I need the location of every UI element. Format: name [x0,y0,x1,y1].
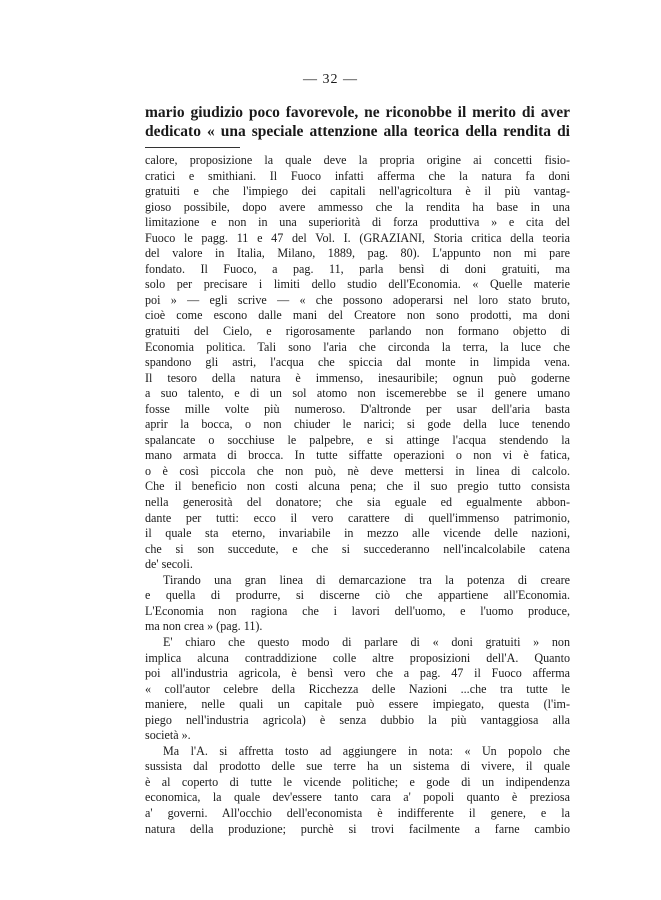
footnote-line: cratici e smithiani. Il Fuoco infatti afferma che la natura fa doni [145,168,570,183]
main-text-line: mario giudizio poco favorevole, ne riconobbe il merito di aver [145,104,570,121]
footnote-line: Economia politica. Tali sono l'aria che circonda la terra, la luce che [145,339,570,354]
footnote-line: nella generosità del donatore; che sia eguale ed egualmente abbon- [145,495,570,510]
footnote-line: L'Economia non ragiona che i lavori dell'uomo, e l'uomo produce, [145,603,570,618]
footnote-line: Tirando una gran linea di demarcazione tra la potenza di creare [163,572,570,587]
main-text-line: dedicato « una speciale attenzione alla teorica della rendita di [145,123,570,140]
footnote-line: E' chiaro che questo modo di parlare di « doni gratuiti » non [163,634,570,649]
footnote-line: economica, la quale dev'essere tanto cara a' popoli quanto è preziosa [145,790,570,805]
footnote-line: gratuiti e che l'impiego dei capitali nell'agricoltura è il più vantag- [145,184,570,199]
footnote-line: del valore in Italia, Milano, 1889, pag. 80). L'appunto non mi pare [145,246,570,261]
main-text [145,103,570,141]
footnote-line: a suo talento, e di un sol atomo non iscemerebbe se il genere umano [145,386,570,401]
footnote-line: maniere, nelle quali un capitale può essere impiegato, questa (l'im- [145,697,570,712]
footnote-line: gioso possibile, dopo avere ammesso che la rendita ha base in una [145,199,570,214]
footnote-line: o è così piccola che non può, nè deve mettersi in linea di calcolo. [145,463,570,478]
footnote-line: è al coperto di tutte le vicende politiche; e gode di un indipendenza [145,774,570,789]
footnote-line: de' secoli. [145,557,193,572]
footnote-line: fosse mille volte più numeroso. D'altronde per usar dell'aria basta [145,401,570,416]
footnote-line: spandono gli astri, l'acqua che spiccia dal monte in limpida vena. [145,355,570,370]
footnote-line: Ma l'A. si affretta tosto ad aggiungere in nota: « Un popolo che [163,743,570,758]
footnote-line: dante per tutti: ecco il vero carattere di quell'immenso patrimonio, [145,510,570,525]
footnote-line: cioè come escono dalle mani del Creatore non sono prodotti, ma doni [145,308,570,323]
footnote-line: Che il beneficio non costi alcuna pena; che il suo pregio tutto consista [145,479,570,494]
footnote-line: « coll'autor celebre della Ricchezza delle Nazioni ...che tra tutte le [145,681,570,696]
footnote-line: che si son succedute, e che si succederanno nell'incalcolabile catena [145,541,570,556]
footnote-line: società ». [145,728,191,743]
footnote-line: gratuiti del Cielo, e rigorosamente parlando non formano objetto di [145,324,570,339]
footnote-line: spalancate o socchiuse le palpebre, e si attinge l'acqua stendendo la [145,432,570,447]
footnote-line: fondato. Il Fuoco, a pag. 11, parla bensì di doni gratuiti, ma [145,261,570,276]
footnote-line: calore, proposizione la quale deve la propria origine ai concetti fisio- [145,153,570,167]
footnote-line: natura della produzione; purchè si trovi facilmente a farne cambio [145,821,570,836]
footnote-line: sussista dal prodotto delle sue terre ha un sistema di vivere, il quale [145,759,570,774]
footnote-line: piego nell'industria agricola) è senza dubbio la più vantaggiosa alla [145,712,570,727]
footnote-line: poi » — egli scrive — « che possono adoperarsi nel loro stato bruto, [145,292,570,307]
footnote-line: a' governi. All'occhio dell'economista è indifferente il genere, e la [145,805,570,820]
footnote-line: aprir la bocca, o non chiuder le narici; si gode della luce tenendo [145,417,570,432]
footnote-line: Fuoco le pagg. 11 e 47 del Vol. I. (GRAZIANI, Storia critica della teoria [145,230,570,245]
footnote-line: e quella di produrre, si discerne ciò che appartiene all'Economia. [145,588,570,603]
footnote-line: mano armata di brocca. In tutte siffatte operazioni o non vi è fatica, [145,448,570,463]
footnote-line: il quale sta eterno, invariabile in mezzo alle vicende delle nazioni, [145,526,570,541]
footnote-line: Il tesoro della natura è immenso, inesauribile; ognun può goderne [145,370,570,385]
footnote-line: solo per precisare i limiti dello studio dell'Economia. « Quelle materie [145,277,570,292]
footnote [145,153,570,837]
footnote-line: limitazione e non in una superiorità di forza produttiva » e cita del [145,215,570,230]
footnote-separator [145,147,240,148]
footnote-line: poi all'industria agricola, è bensì vero che a pag. 47 il Fuoco afferma [145,666,570,681]
footnote-line: ma non crea » (pag. 11). [145,619,263,634]
page-number: — 32 — [303,72,358,87]
footnote-line: implica alcuna contraddizione colle altre proposizioni dell'A. Quanto [145,650,570,665]
